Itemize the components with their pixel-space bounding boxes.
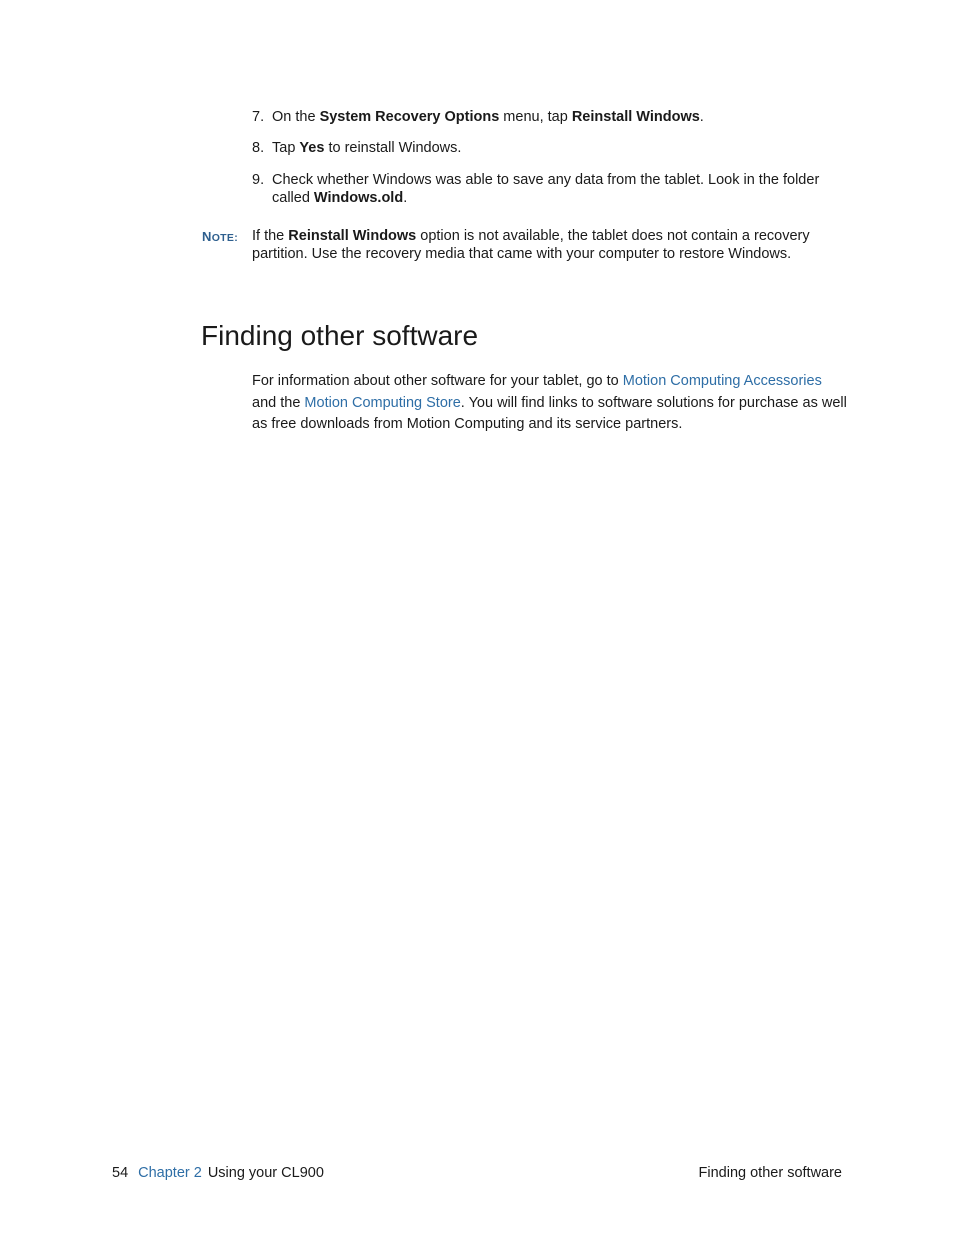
note-option-reinstall-windows: Reinstall Windows: [288, 228, 417, 244]
step-9: [252, 171, 842, 207]
step-text-part: .: [403, 190, 408, 206]
page-number: 54: [112, 1165, 129, 1181]
paragraph-text-part: . You will find links to software solutions for purchase as well as free downloads from Motion Computing and its service partners.: [252, 394, 847, 432]
note-text-part: If the: [252, 228, 289, 244]
folder-name-windows-old: Windows.old: [313, 190, 404, 206]
note-text: [252, 227, 842, 263]
paragraph-text-part: For information about other software for your tablet, go to: [252, 373, 623, 389]
footer-section-title: Finding other software: [698, 1165, 842, 1181]
note-label: [202, 228, 238, 247]
step-text: [272, 108, 842, 126]
option-reinstall-windows: Reinstall Windows: [571, 109, 700, 125]
chapter-link[interactable]: Chapter 2: [138, 1165, 202, 1181]
step-text: [272, 171, 842, 207]
chapter-title: Using your CL900: [207, 1165, 324, 1181]
step-text-part: On the: [272, 109, 320, 125]
step-8: [252, 139, 842, 157]
link-motion-computing-store[interactable]: Motion Computing Store: [304, 394, 461, 411]
step-number: 8.: [252, 140, 265, 156]
step-7: [252, 108, 842, 126]
menu-name-system-recovery-options: System Recovery Options: [319, 109, 500, 125]
step-text-part: Check whether Windows was able to save any data from the tablet. Look in the folder called: [272, 172, 820, 206]
footer-left: [112, 1164, 324, 1182]
note-label-initial: N: [202, 229, 212, 244]
link-motion-computing-accessories[interactable]: Motion Computing Accessories: [622, 373, 822, 389]
paragraph-text-part: and the: [252, 394, 305, 411]
section-paragraph: [252, 371, 847, 436]
note-label-rest: OTE:: [211, 232, 238, 244]
note-text-part: option is not available, the tablet does not contain a recovery partition. Use the recovery media that came with your computer to restore Windows.: [252, 228, 810, 262]
section-heading: Finding other software: [201, 320, 479, 351]
step-text: [272, 139, 842, 157]
step-number: 9.: [252, 172, 265, 188]
button-name-yes: Yes: [299, 140, 325, 156]
step-text-part: .: [699, 109, 704, 125]
step-text-part: Tap: [272, 140, 300, 156]
step-number: 7.: [252, 109, 265, 125]
step-text-part: menu, tap: [499, 109, 572, 125]
step-text-part: to reinstall Windows.: [324, 140, 462, 156]
